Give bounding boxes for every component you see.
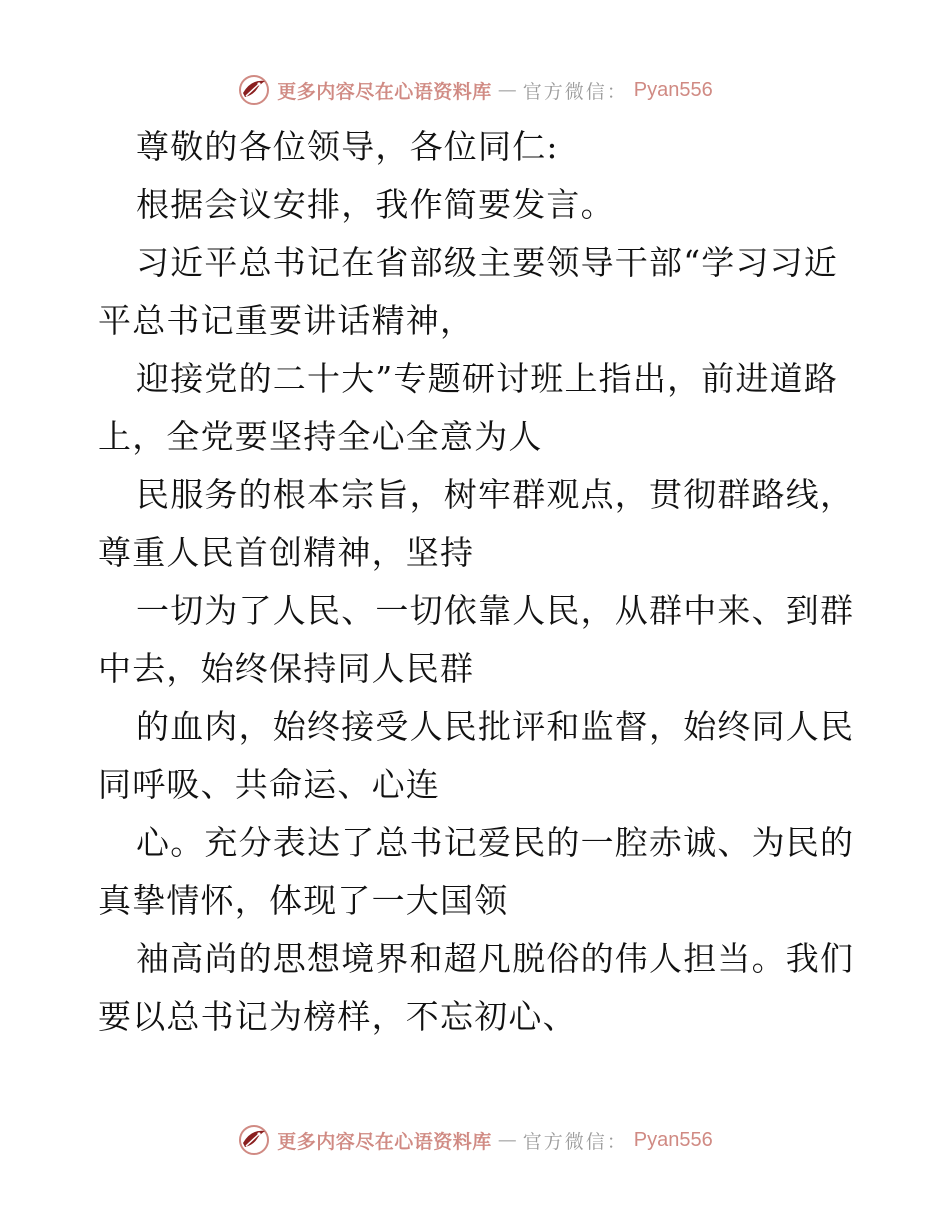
site-name: 更多内容尽在心语资料库 [277,1130,492,1153]
paragraph: 尊敬的各位领导，各位同仁: [136,127,559,166]
paragraph: 心。充分表达了总书记爱民的一腔赤诚、为民的真挚情怀，体现了一大国领 [98,823,855,920]
paragraph: 迎接党的二十大”专题研讨班上指出，前进道路上，全党要坚持全心全意为人 [98,359,839,456]
pen-nib-logo-icon [237,1123,271,1157]
site-name: 更多内容尽在心语资料库 [277,80,492,103]
paragraph: 根据会议安排，我作简要发言。 [136,185,615,224]
separator-dash: — [497,79,517,101]
paragraph: 一切为了人民、一切依靠人民，从群中来、到群中去，始终保持同人民群 [98,591,855,688]
wechat-id: Pyan556 [633,78,713,101]
wechat-label: 官方微信： [522,80,628,103]
footer-banner [0,1120,950,1160]
document-body [98,118,858,1046]
pen-nib-logo-icon [237,73,271,107]
header-banner [0,70,950,110]
wechat-label: 官方微信： [522,1130,628,1153]
wechat-id: Pyan556 [633,1128,713,1151]
paragraph: 习近平总书记在省部级主要领导干部“学习习近平总书记重要讲话精神， [98,243,839,340]
paragraph: 袖高尚的思想境界和超凡脱俗的伟人担当。我们要以总书记为榜样，不忘初心、 [98,939,855,1036]
separator-dash: — [497,1129,517,1151]
paragraph: 民服务的根本宗旨，树牢群观点，贯彻群路线，尊重人民首创精神，坚持 [98,475,855,572]
paragraph: 的血肉，始终接受人民批评和监督，始终同人民同呼吸、共命运、心连 [98,707,855,804]
